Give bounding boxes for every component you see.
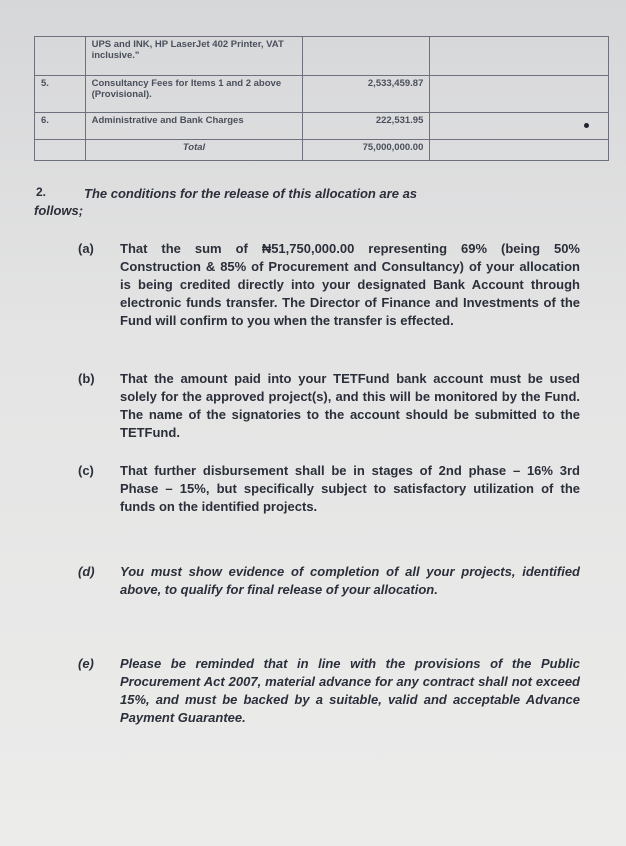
empty-cell bbox=[430, 113, 609, 140]
serial-cell bbox=[35, 140, 86, 161]
table-row bbox=[35, 37, 609, 76]
empty-cell bbox=[430, 140, 609, 161]
empty-cell bbox=[430, 76, 609, 113]
amount-cell: 222,531.95 bbox=[303, 113, 430, 140]
total-amount: 75,000,000.00 bbox=[303, 140, 430, 161]
allocation-table bbox=[34, 36, 609, 161]
empty-cell bbox=[430, 37, 609, 76]
section-number: 2. bbox=[36, 185, 47, 199]
condition-label: (a) bbox=[78, 241, 94, 256]
condition-label: (c) bbox=[78, 463, 94, 478]
table-row bbox=[35, 113, 609, 140]
condition-text: That the amount paid into your TETFund bank account must be used solely for the approved project(s), and this will be monitored by the Fund. The name of the signatories to the account should be submitted to the TETFund. bbox=[120, 371, 580, 440]
table-row bbox=[35, 76, 609, 113]
condition-text: You must show evidence of completion of all your projects, identified above, to qualify for final release of your allocation. bbox=[120, 564, 580, 597]
total-label: Total bbox=[85, 140, 303, 161]
condition-label: (d) bbox=[78, 564, 95, 579]
serial-cell: 6. bbox=[35, 113, 86, 140]
section-heading-line: follows; bbox=[34, 203, 84, 218]
description-cell: Consultancy Fees for Items 1 and 2 above (Provisional). bbox=[85, 76, 303, 113]
section-heading bbox=[34, 185, 594, 219]
condition-text: Please be reminded that in line with the provisions of the Public Procurement Act 2007, material advance for any contract shall not exceed 15%, and must be backed by a suitable, valid and acceptable Advance Payment Guarantee. bbox=[120, 656, 580, 725]
total-row bbox=[35, 140, 609, 161]
condition-text: That the sum of ₦51,750,000.00 representing 69% (being 50% Construction & 85% of Procurement and Consultancy) of your allocation is being credited directly into your designated Bank Account through electronic funds transfer. The Director of Finance and Investments of the Fund will confirm to you when the transfer is effected. bbox=[120, 241, 580, 328]
condition-label: (b) bbox=[78, 371, 95, 386]
serial-cell bbox=[35, 37, 86, 76]
description-cell: Administrative and Bank Charges bbox=[85, 113, 303, 140]
serial-cell: 5. bbox=[35, 76, 86, 113]
section-heading-line: The conditions for the release of this allocation are as bbox=[84, 186, 418, 201]
condition-label: (e) bbox=[78, 656, 94, 671]
amount-cell: 2,533,459.87 bbox=[303, 76, 430, 113]
description-cell: UPS and INK, HP LaserJet 402 Printer, VAT inclusive." bbox=[85, 37, 303, 76]
condition-text: That further disbursement shall be in stages of 2nd phase – 16% 3rd Phase – 15%, but specifically subject to satisfactory utilization of the funds on the identified projects. bbox=[120, 463, 580, 514]
amount-cell bbox=[303, 37, 430, 76]
ink-dot bbox=[584, 123, 589, 128]
